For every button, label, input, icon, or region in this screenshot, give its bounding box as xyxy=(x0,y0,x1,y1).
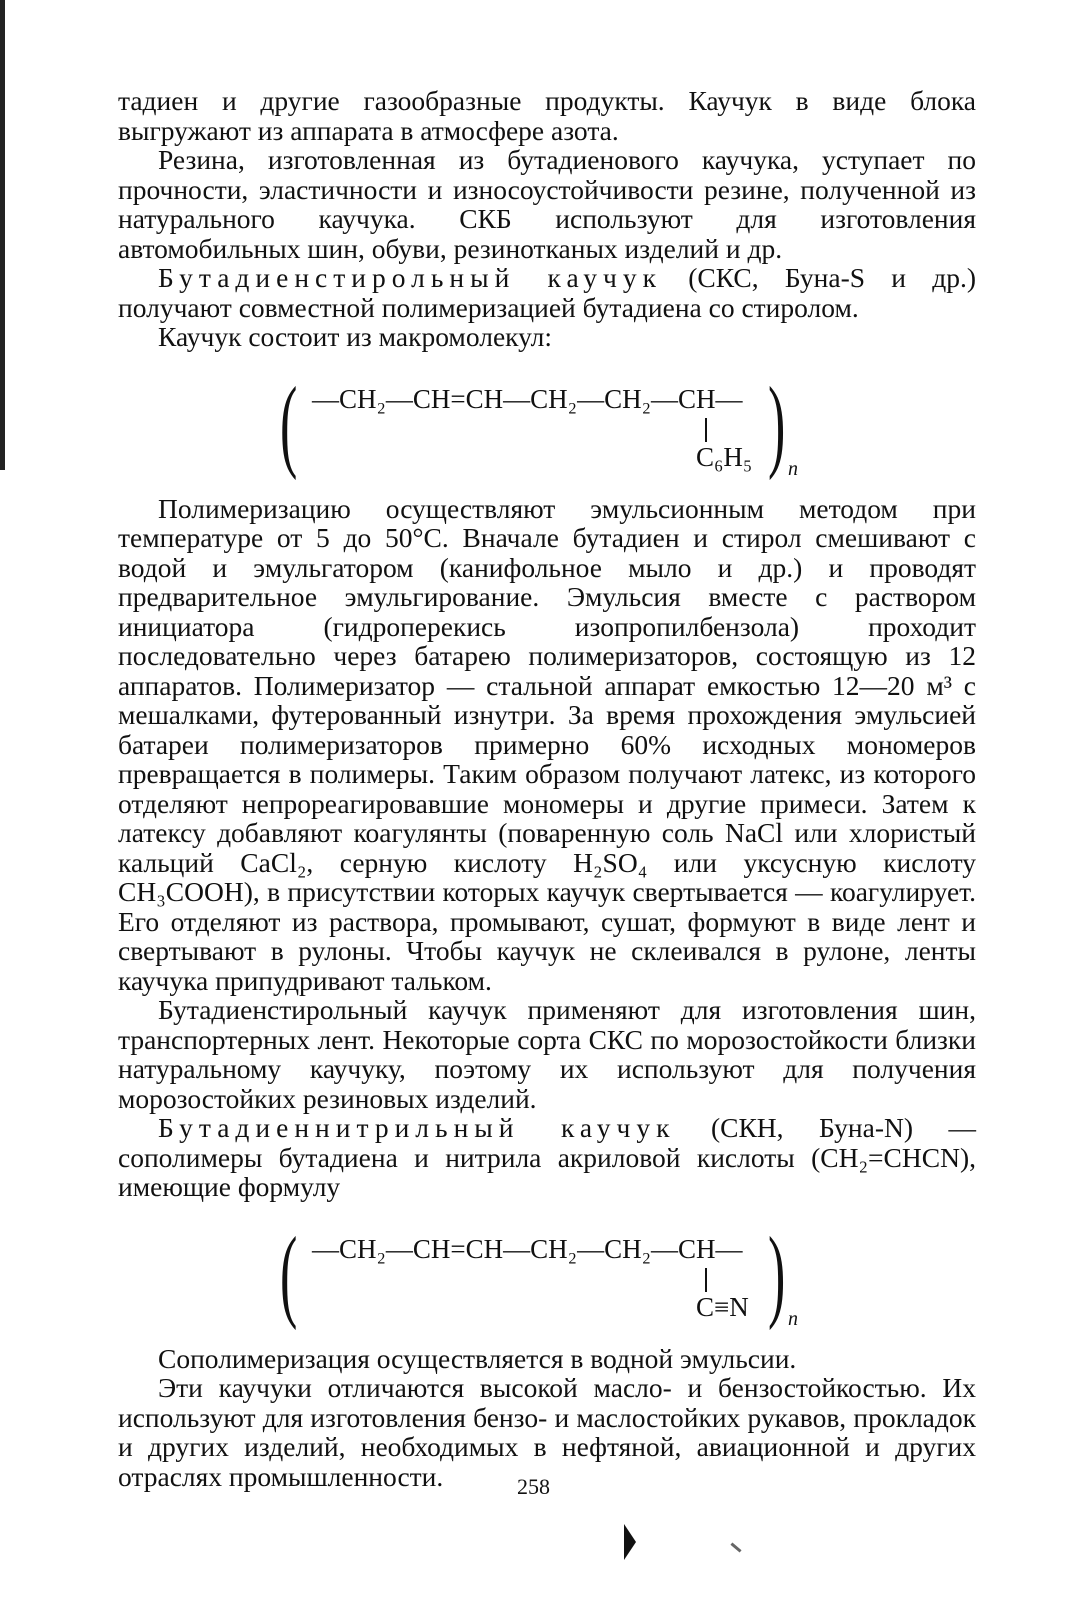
term-butadiene-nitrile-rubber: Бутадиеннитрильный каучук xyxy=(158,1112,676,1143)
formula-subscript: n xyxy=(788,457,798,480)
page-content xyxy=(118,86,976,1491)
ink-speck xyxy=(730,1542,741,1552)
formula-skn xyxy=(118,1215,976,1331)
bond-line xyxy=(705,418,707,442)
formula-substituent: C₆H₅ xyxy=(696,441,753,472)
paragraph-2: Резина, изготовленная из бутадиенового каучука, уступает по прочности, эластичности и износоустойчивости резине, полученной из натурального каучука. СКБ используют для изготовления автомобильных шин, обуви, резинотканых изделий и др. xyxy=(118,144,976,264)
left-paren: ( xyxy=(280,365,298,481)
paragraph-7-rest: (СКН, Буна-N) — сополимеры бутадиена и нитрила акриловой кислоты (CH₂=CHCN), имеющие формулу xyxy=(118,1112,977,1202)
paragraph-3-rest: (СКС, Буна-S и др.) получают совместной полимеризацией бутадиена со стиролом. xyxy=(118,262,976,323)
page-number: 258 xyxy=(517,1474,550,1499)
left-paren: ( xyxy=(280,1215,298,1331)
paragraph-1: тадиен и другие газообразные продукты. Каучук в виде блока выгружают из аппарата в атмосфере азота. xyxy=(118,85,976,146)
paragraph-7 xyxy=(118,1113,976,1202)
paragraph-9: Эти каучуки отличаются высокой масло- и бензостойкостью. Их используют для изготовления бензо- и маслостойких рукавов, прокладок и других изделий, необходимых в нефтяной, авиационной и других отраслях промышленности. xyxy=(118,1372,976,1492)
paragraph-6: Бутадиенстирольный каучук применяют для изготовления шин, транспортерных лент. Некоторые сорта СКС по морозостойкости близки натуральному каучуку, поэтому их используют для получения морозостойких резиновых изделий. xyxy=(118,994,976,1114)
page-edge-shadow xyxy=(0,0,5,470)
formula-chain: —CH₂—CH=CH—CH₂—CH₂—CH— xyxy=(312,383,743,414)
formula-sks xyxy=(118,365,976,481)
paragraph-4: Каучук состоит из макромолекул: xyxy=(158,321,553,352)
bond-line xyxy=(705,1268,707,1292)
term-butadiene-styrene-rubber: Бутадиенстирольный каучук xyxy=(158,262,662,293)
ink-blot xyxy=(624,1524,636,1560)
formula-substituent: C≡N xyxy=(696,1291,749,1322)
formula-subscript: n xyxy=(788,1307,798,1330)
paragraph-5: Полимеризацию осуществляют эмульсионным методом при температуре от 5 до 50°С. Вначале бутадиен и стирол смешивают с водой и эмульгатором (канифольное мыло и др.) и проводят предварительное эмульгирование. Эмульсия вместе с раствором инициатора (гидроперекись изопропилбензола) проходит последовательно через батарею полимеризаторов, состоящую из 12 аппаратов. Полимеризатор — стальной аппарат емкостью 12—20 м³ с мешалками, футерованный изнутри. За время прохождения эмульсией батареи полимеризаторов примерно 60% исходных мономеров превращается в полимеры. Таким образом получают латекс, из которого отделяют непрореагировавшие мономеры и другие примеси. Затем к латексу добавляют коагулянты (поваренную соль NaCl или хлористый кальций CaCl₂, серную кислоту H₂SO₄ или уксусную кислоту CH₃COOH), в присутствии которых каучук свертывается — коагулирует. Его отделяют из раствора, промывают, сушат, формуют в виде лент и свертывают в рулоны. Чтобы каучук не склеивался в рулоне, ленты каучука припудривают тальком. xyxy=(118,492,976,996)
right-paren: ) xyxy=(768,365,786,481)
paragraph-8: Сополимеризация осуществляется в водной эмульсии. xyxy=(158,1342,797,1374)
paragraph-3 xyxy=(118,263,976,322)
right-paren: ) xyxy=(768,1215,786,1331)
formula-chain: —CH₂—CH=CH—CH₂—CH₂—CH— xyxy=(312,1233,743,1264)
